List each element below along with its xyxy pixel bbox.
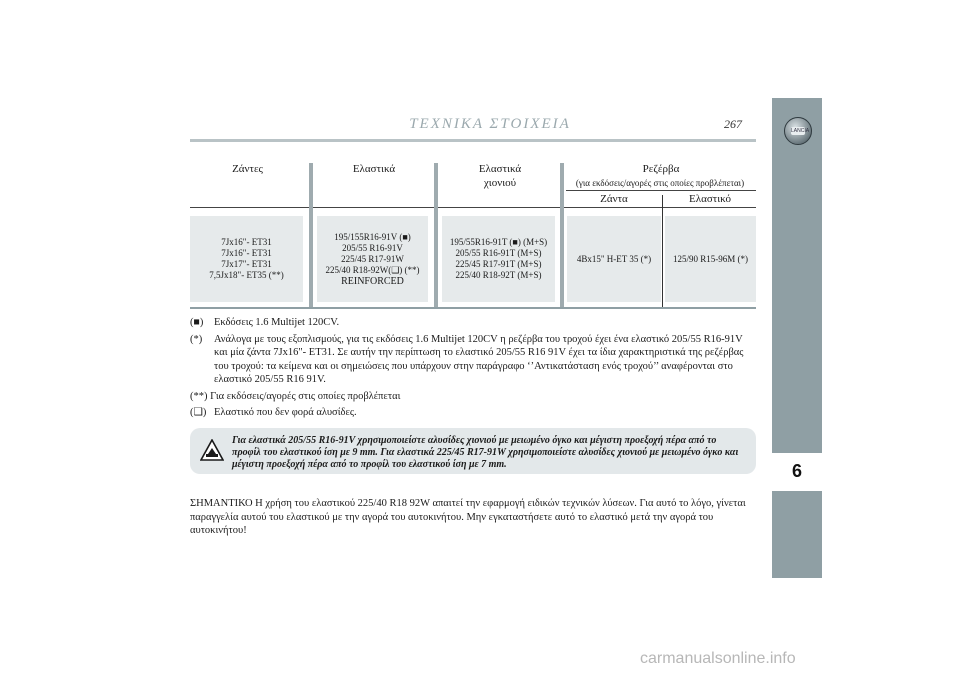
header-spare-wheel: Ζάντα — [600, 193, 628, 205]
tyre-size: 195/155R16-91V (■) — [334, 231, 411, 242]
snow-tyre-size: 225/45 R17-91T (M+S) — [455, 259, 542, 269]
tyre-reinforced-label: REINFORCED — [341, 275, 404, 287]
wheel-size: 7,5Jx18"- ET35 (**) — [209, 270, 284, 280]
wheel-size: 7Jx17"- ET31 — [221, 259, 272, 269]
footnote-mark: (❑) — [190, 407, 207, 418]
brand-logo-icon — [784, 117, 812, 145]
wheel-size: 7Jx16"- ET31 — [221, 248, 272, 258]
tyre-size: 205/55 R16-91V — [342, 242, 403, 253]
brand-logo-text: LANCIA — [791, 128, 810, 134]
watermark: carmanualsonline.info — [640, 650, 796, 667]
chapter-side-tab — [772, 98, 822, 578]
column-separator — [434, 163, 438, 309]
warning-triangle-icon — [200, 439, 224, 461]
wheel-size: 7Jx16"- ET31 — [221, 237, 272, 247]
snow-tyre-size: 195/55R16-91T (■) (M+S) — [449, 237, 548, 247]
footnote-mark: (■) — [190, 317, 204, 328]
footnote-mark: (*) — [190, 333, 203, 345]
important-note: ΣΗΜΑΝΤΙΚΟ Η χρήση του ελαστικού 225/40 R18 92W απαιτεί την εφαρμογή ειδικών τεχνικών λύσεων. Για αυτό το λόγο, γίνεται παραγγελία αυτού του ελαστικού με την αγορά του αυτοκινήτου. Μην εγκαταστήσετε αυτό το ελαστικό μετά την αγορά του αυτοκινήτου! — [190, 498, 746, 536]
header-spare: Ρεζέρβα — [642, 163, 680, 175]
spare-header-rule — [566, 190, 756, 191]
header-tyres: Ελαστικά — [352, 163, 396, 175]
table-header-rule — [190, 207, 756, 208]
footnote-text: Ανάλογα με τους εξοπλισμούς, για τις εκδόσεις 1.6 Multijet 120CV η ρεζέρβα του τροχού έχει ένα ελαστικό 205/55 R16-91V και μία ζάντα 7Jx16"- ET31. Σε αυτήν την περίπτωση το ελαστικό 205/55 R16 91V έχει τα ίδια χαρακτηριστικά της ρεζέρβας του τροχού: τα κείμενα και οι σημειώσεις που υπάρχουν στην παράγραφο ‘’Αντικατάσταση ενός τροχού’’ αναφέρονται στο ελαστικό 205/55 R16 91V. — [214, 333, 744, 385]
footnote-text: Εκδόσεις 1.6 Multijet 120CV. — [214, 317, 340, 328]
spare-wheel-cell — [567, 216, 661, 302]
chapter-number: 6 — [791, 461, 802, 481]
header-wheels: Ζάντες — [232, 163, 263, 175]
footnote — [190, 333, 756, 387]
tyre-size: 225/40 R18-92W(❑) (**) — [325, 264, 420, 275]
tyre-size: 225/45 R17-91W — [341, 253, 404, 264]
wheels-cell — [190, 216, 303, 302]
snow-tyre-size: 225/40 R18-92T (M+S) — [455, 270, 542, 280]
footnotes — [190, 316, 756, 420]
footnote — [190, 390, 756, 404]
spare-tyre-cell — [665, 216, 756, 302]
snow-tyre-size: 205/55 R16-91T (M+S) — [455, 248, 542, 258]
footnote — [190, 406, 756, 420]
header-rule — [190, 139, 756, 142]
table-bottom-rule — [190, 307, 756, 309]
tyres-cell — [317, 216, 428, 302]
warning-text: Για ελαστικά 205/55 R16-91V χρησιμοποιείστε αλυσίδες χιονιού με μειωμένο όγκο και μέγιστη προεξοχή πέρα από το προφίλ του ελαστικού ίση με 9 mm. Για ελαστικά 225/45 R17-91W χρησιμοποιείστε αλυσίδες χιονιού με μειωμένο όγκο και μέγιστη προεξοχή πέρα από το προφίλ του ελαστικού ίση με 7 mm. — [232, 435, 739, 470]
header-spare-note: (για εκδόσεις/αγορές στις οποίες προβλέπεται) — [575, 178, 745, 188]
footnote — [190, 316, 756, 330]
snow-tyres-cell — [442, 216, 555, 302]
section-title: ΤΕΧΝΙΚΑ ΣΤΟΙΧΕΙΑ — [409, 116, 571, 132]
header-snow-line2: χιονιού — [483, 177, 517, 189]
column-separator — [662, 195, 663, 309]
column-separator — [309, 163, 313, 309]
spare-wheel-size: 4Bx15" H-ET 35 (*) — [576, 253, 652, 264]
column-separator — [560, 163, 564, 309]
spare-tyre-size: 125/90 R15-96M (*) — [673, 253, 748, 264]
warning-box — [190, 428, 756, 474]
footnote-text: Ελαστικό που δεν φορά αλυσίδες. — [214, 407, 357, 418]
header-spare-tyre: Ελαστικό — [689, 193, 731, 205]
footnote-text: (**) Για εκδόσεις/αγορές στις οποίες προβλέπεται — [190, 390, 401, 402]
header-snow-line1: Ελαστικά — [478, 163, 522, 175]
page-number: 267 — [724, 117, 742, 131]
chapter-number-box — [772, 451, 822, 493]
